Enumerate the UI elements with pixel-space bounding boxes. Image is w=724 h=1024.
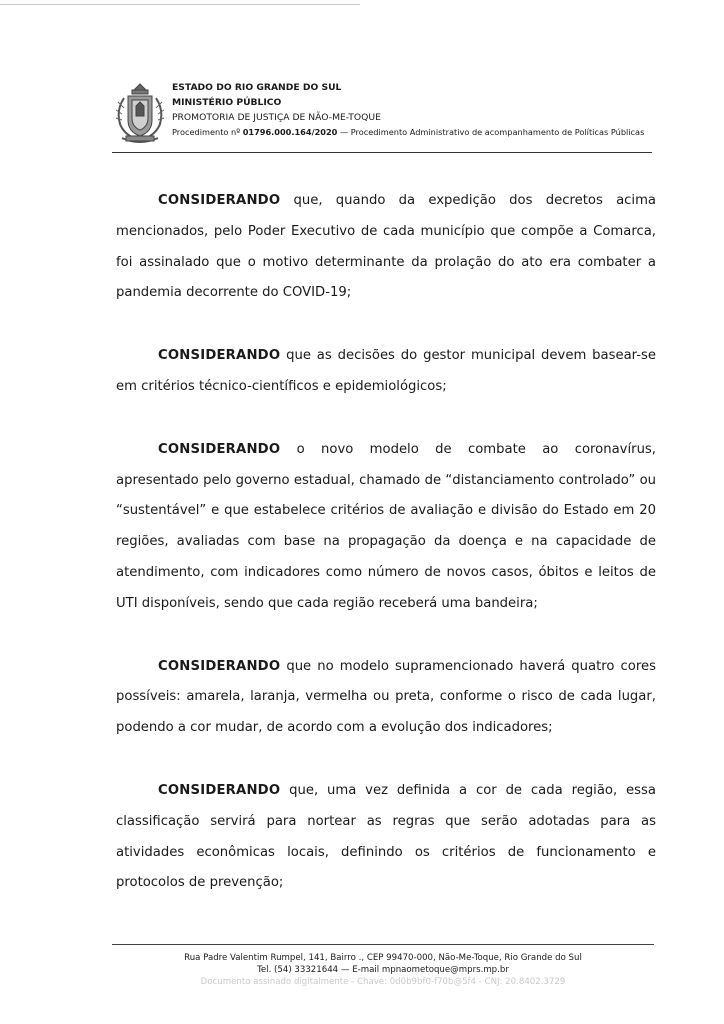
paragraph-text: que no modelo supramencionado haverá quatro cores possíveis: amarela, laranja, vermelha ou preta, conforme o risco de cada lugar, podendo a cor mudar, de acordo com a evolução dos indicadores;: [116, 658, 656, 736]
paragraph-lead: CONSIDERANDO: [158, 193, 281, 208]
paragraph-text: que as decisões do gestor municipal devem basear-se em critérios técnico-científicos e epidemiológicos;: [116, 348, 656, 394]
top-scan-rule: [0, 4, 360, 5]
paragraph: [116, 435, 656, 620]
footer: [112, 952, 654, 988]
paragraph-lead: CONSIDERANDO: [158, 658, 281, 674]
institution-name: MINISTÉRIO PÚBLICO: [172, 97, 282, 108]
paragraph-text: o novo modelo de combate ao coronavírus, apresentado pelo governo estadual, chamado de “distanciamento controlado” ou “sustentável” e que estabelece critérios de avaliação e divisão do Estado em 20 regiões, avaliadas com base na propagação da doença e na capacidade de atendimento, com indicadores como número de novos casos, óbitos e leitos de UTI disponíveis, sendo que cada região receberá uma bandeira;: [116, 441, 656, 611]
document-body: [116, 186, 656, 931]
footer-divider: [112, 944, 654, 945]
paragraph: [116, 652, 656, 744]
paragraph-lead: CONSIDERANDO: [158, 348, 281, 364]
procedure-line: [172, 125, 652, 140]
procedure-number: 01796.000.164/2020: [242, 127, 338, 137]
digital-signature-stamp: Documento assinado digitalmente - Chave: 0d0b9bf0-f70b@5f4 - CNJ: 20.8402.3729: [200, 977, 566, 987]
paragraph-lead: CONSIDERANDO: [158, 782, 281, 798]
header-divider: [112, 152, 652, 153]
paragraph-text: que, quando da expedição dos decretos acima mencionados, pelo Poder Executivo de cada município que compõe a Comarca, foi assinalado que o motivo determinante da prolação do ato era combater a pandemia decorrente do COVID-19;: [116, 193, 656, 301]
paragraph: [116, 186, 656, 309]
paragraph-lead: CONSIDERANDO: [158, 441, 281, 457]
footer-address: Rua Padre Valentim Rumpel, 141, Bairro ., CEP 99470-000, Não-Me-Toque, Rio Grande do Sul: [184, 953, 582, 963]
procedure-prefix: Procedimento nº: [172, 127, 243, 137]
procedure-description: — Procedimento Administrativo de acompanhamento de Políticas Públicas: [337, 127, 645, 137]
letterhead: [112, 74, 652, 154]
paragraph: [116, 341, 656, 403]
state-name: ESTADO DO RIO GRANDE DO SUL: [172, 82, 342, 93]
footer-contact: Tel. (54) 33321644 — E-mail mpnaometoque@mprs.mp.br: [257, 965, 509, 975]
paragraph-text: que, uma vez definida a cor de cada região, essa classificação servirá para nortear as regras que serão adotadas para as atividades econômicas locais, definindo os critérios de funcionamento e protocolos de prevenção;: [116, 782, 656, 891]
letterhead-text: [172, 80, 652, 140]
coat-of-arms-icon: [112, 80, 168, 146]
office-name: PROMOTORIA DE JUSTIÇA DE NÃO-ME-TOQUE: [172, 112, 381, 123]
paragraph: [116, 776, 656, 899]
